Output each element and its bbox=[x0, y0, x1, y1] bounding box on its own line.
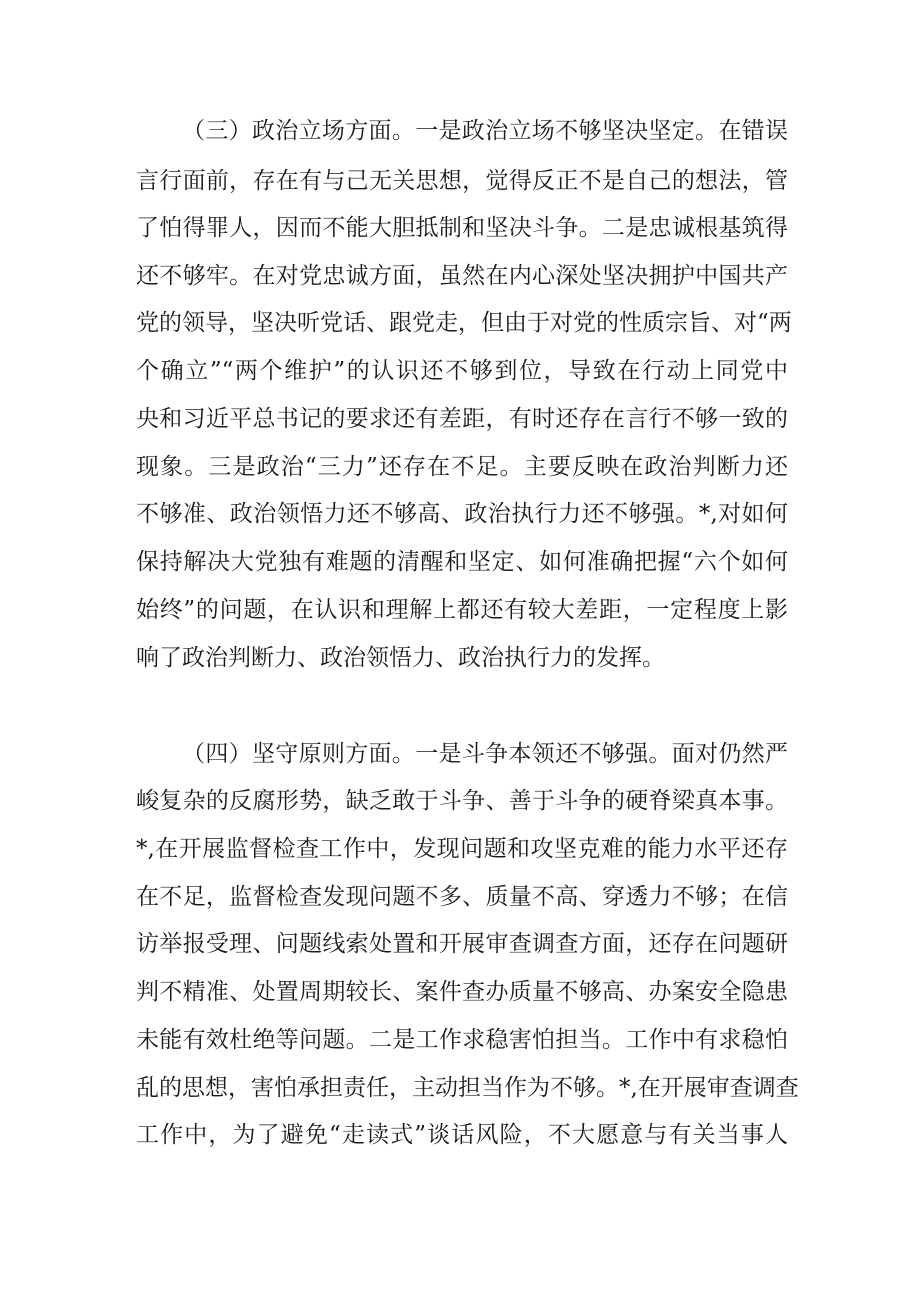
text-line: 央和习近平总书记的要求还有差距，有时还存在言行不够一致的 bbox=[136, 406, 788, 432]
text-line: 不够准、政治领悟力还不够高、政治执行力还不够强。*,对如何 bbox=[136, 501, 788, 527]
text-line: 未能有效杜绝等问题。二是工作求稳害怕担当。工作中有求稳怕 bbox=[136, 1027, 788, 1053]
text-line: 始终”的问题，在认识和理解上都还有较大差距，一定程度上影 bbox=[136, 597, 788, 623]
text-line: 访举报受理、问题线索处置和开展审查调查方面，还存在问题研 bbox=[136, 931, 788, 957]
text-line: （四）坚守原则方面。一是斗争本领还不够强。面对仍然严 bbox=[182, 741, 788, 767]
text-line: （三）政治立场方面。一是政治立场不够坚决坚定。在错误 bbox=[182, 118, 788, 144]
text-line: 言行面前，存在有与己无关思想，觉得反正不是自己的想法，管 bbox=[136, 168, 788, 194]
text-line: 保持解决大党独有难题的清醒和坚定、如何准确把握“六个如何 bbox=[136, 549, 788, 575]
text-line: 个确立”“两个维护”的认识还不够到位，导致在行动上同党中 bbox=[136, 358, 788, 384]
text-line: 乱的思想，害怕承担责任，主动担当作为不够。*,在开展审查调查 bbox=[136, 1075, 799, 1101]
text-line: 判不精准、处置周期较长、案件查办质量不够高、办案安全隐患 bbox=[136, 979, 788, 1005]
text-line: *,在开展监督检查工作中，发现问题和攻坚克难的能力水平还存 bbox=[136, 836, 788, 862]
text-line: 响了政治判断力、政治领悟力、政治执行力的发挥。 bbox=[136, 645, 665, 671]
text-line: 了怕得罪人，因而不能大胆抵制和坚决斗争。二是忠诚根基筑得 bbox=[136, 215, 788, 241]
text-line: 工作中，为了避免“走读式”谈话风险，不大愿意与有关当事人 bbox=[136, 1122, 788, 1148]
text-line: 现象。三是政治“三力”还存在不足。主要反映在政治判断力还 bbox=[136, 454, 788, 480]
text-line: 党的领导，坚决听党话、跟党走，但由于对党的性质宗旨、对“两 bbox=[136, 310, 792, 336]
text-line: 在不足，监督检查发现问题不多、质量不高、穿透力不够；在信 bbox=[136, 884, 788, 910]
text-line: 峻复杂的反腐形势，缺乏敢于斗争、善于斗争的硬脊梁真本事。 bbox=[136, 788, 788, 814]
text-line: 还不够牢。在对党忠诚方面，虽然在内心深处坚决拥护中国共产 bbox=[136, 263, 788, 289]
